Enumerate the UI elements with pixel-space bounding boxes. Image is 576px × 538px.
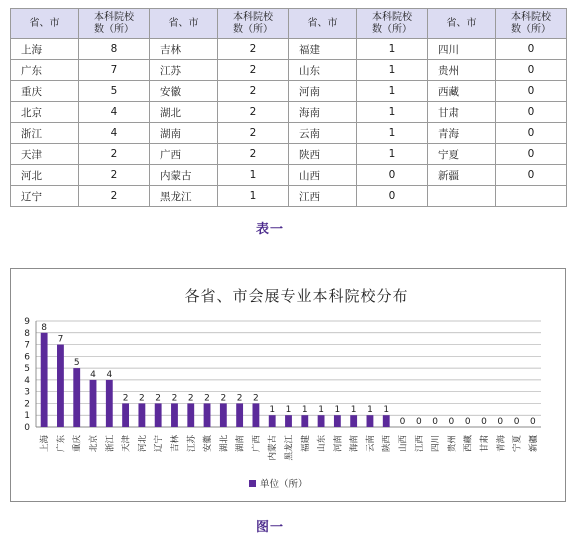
bar-chart: [10, 268, 566, 502]
data-label: 1: [383, 405, 390, 416]
cell-province: 甘肃: [428, 102, 496, 123]
header-province-0: 省、市: [11, 9, 79, 39]
cell-count: 7: [79, 60, 150, 81]
x-tick-label: 河北: [137, 435, 148, 453]
cell-count: 2: [79, 165, 150, 186]
data-label: 5: [73, 358, 80, 369]
cell-province: 陕西: [289, 144, 357, 165]
x-tick-label: 湖北: [219, 435, 230, 453]
bar-河北: [138, 403, 145, 427]
data-label: 0: [513, 417, 520, 427]
cell-count: 0: [496, 144, 567, 165]
cell-province: 重庆: [11, 81, 79, 102]
header-count-1: 本科院校 数（所）: [218, 9, 289, 39]
bar-内蒙古: [269, 415, 276, 427]
cell-count: 1: [218, 165, 289, 186]
bar-北京: [90, 380, 97, 427]
y-tick-label: 7: [24, 340, 30, 351]
cell-count: 1: [357, 39, 428, 60]
cell-province: 海南: [289, 102, 357, 123]
header-count-2: 本科院校 数（所）: [357, 9, 428, 39]
table-body: [11, 39, 567, 207]
x-tick-label: 四川: [431, 435, 442, 453]
bar-湖南: [236, 403, 243, 427]
x-tick-label: 山东: [317, 435, 328, 453]
chart-title: 各省、市会展专业本科院校分布: [184, 287, 409, 305]
x-tick-label: 上海: [40, 435, 51, 453]
cell-province: 福建: [289, 39, 357, 60]
data-label: 1: [367, 405, 373, 416]
cell-count: 0: [357, 165, 428, 186]
cell-count: 2: [218, 102, 289, 123]
cell-province: [428, 186, 496, 207]
data-label: 0: [481, 417, 487, 427]
x-tick-label: 广东: [56, 435, 67, 453]
cell-province: 湖北: [150, 102, 218, 123]
cell-province: 内蒙古: [150, 165, 218, 186]
x-tick-label: 重庆: [72, 435, 83, 453]
cell-province: 江苏: [150, 60, 218, 81]
x-tick-label: 安徽: [203, 435, 214, 453]
cell-province: 河南: [289, 81, 357, 102]
cell-count: 2: [218, 144, 289, 165]
data-label: 1: [350, 405, 357, 416]
x-tick-label: 云南: [365, 435, 376, 453]
x-tick-label: 新疆: [528, 435, 539, 453]
header-province-2: 省、市: [289, 9, 357, 39]
cell-province: 天津: [11, 144, 79, 165]
legend-swatch: [249, 480, 256, 487]
header-province-3: 省、市: [428, 9, 496, 39]
bar-黑龙江: [285, 415, 292, 427]
cell-province: 江西: [289, 186, 357, 207]
cell-count: 0: [496, 39, 567, 60]
x-tick-label: 天津: [121, 435, 132, 453]
header-province-1: 省、市: [150, 9, 218, 39]
y-tick-label: 0: [24, 423, 30, 433]
cell-count: 1: [357, 81, 428, 102]
cell-province: 新疆: [428, 165, 496, 186]
cell-count: 2: [218, 81, 289, 102]
cell-province: 上海: [11, 39, 79, 60]
data-label: 2: [155, 393, 162, 404]
data-label: 1: [269, 405, 276, 416]
x-tick-label: 福建: [300, 435, 311, 453]
bar-海南: [350, 415, 357, 427]
data-label: 2: [171, 393, 178, 404]
data-label: 2: [253, 393, 259, 404]
table-row: [11, 39, 567, 60]
x-tick-label: 陕西: [382, 435, 393, 453]
x-tick-label: 青海: [496, 435, 507, 453]
data-label: 0: [415, 417, 422, 427]
cell-count: 0: [496, 60, 567, 81]
cell-province: 贵州: [428, 60, 496, 81]
y-tick-label: 5: [24, 364, 30, 375]
y-tick-label: 9: [24, 317, 30, 327]
cell-province: 西藏: [428, 81, 496, 102]
bar-天津: [122, 403, 129, 427]
data-label: 0: [399, 417, 406, 427]
cell-province: 北京: [11, 102, 79, 123]
bar-辽宁: [155, 403, 162, 427]
distribution-table: [10, 8, 567, 207]
data-label: 0: [529, 417, 536, 427]
data-label: 2: [139, 393, 145, 404]
bar-广西: [252, 403, 259, 427]
cell-province: 四川: [428, 39, 496, 60]
cell-count: [496, 186, 567, 207]
bar-浙江: [106, 380, 113, 427]
cell-count: 2: [218, 123, 289, 144]
table-row: [11, 165, 567, 186]
cell-province: 山东: [289, 60, 357, 81]
x-tick-label: 内蒙古: [268, 435, 279, 461]
cell-count: 2: [79, 186, 150, 207]
bar-江苏: [187, 403, 194, 427]
x-tick-label: 山西: [398, 435, 409, 453]
cell-count: 1: [357, 144, 428, 165]
cell-province: 湖南: [150, 123, 218, 144]
cell-count: 1: [357, 60, 428, 81]
x-tick-label: 甘肃: [479, 435, 490, 453]
bar-河南: [334, 415, 341, 427]
cell-count: 4: [79, 123, 150, 144]
table-row: [11, 186, 567, 207]
x-tick-label: 浙江: [105, 435, 116, 453]
cell-province: 吉林: [150, 39, 218, 60]
cell-province: 辽宁: [11, 186, 79, 207]
bar-福建: [301, 415, 308, 427]
x-tick-label: 江西: [414, 435, 425, 453]
cell-province: 宁夏: [428, 144, 496, 165]
cell-province: 广西: [150, 144, 218, 165]
data-label: 2: [220, 393, 227, 404]
y-tick-label: 6: [24, 352, 30, 363]
legend-label: 单位（所）: [260, 479, 308, 490]
table-row: [11, 144, 567, 165]
bar-重庆: [73, 368, 80, 427]
bar-安徽: [204, 403, 211, 427]
data-label: 7: [57, 334, 64, 345]
cell-province: 黑龙江: [150, 186, 218, 207]
data-label: 4: [90, 369, 96, 380]
bar-上海: [41, 333, 48, 427]
cell-count: 0: [357, 186, 428, 207]
x-tick-label: 西藏: [463, 435, 474, 453]
cell-count: 1: [218, 186, 289, 207]
bar-吉林: [171, 403, 178, 427]
data-label: 1: [285, 405, 292, 416]
x-tick-label: 广西: [251, 435, 262, 453]
data-label: 1: [301, 405, 308, 416]
bar-陕西: [383, 415, 390, 427]
data-label: 2: [122, 393, 129, 404]
x-tick-label: 江苏: [186, 435, 197, 453]
x-tick-label: 海南: [349, 435, 360, 453]
bar-云南: [367, 415, 374, 427]
x-tick-label: 吉林: [170, 435, 181, 453]
chart-caption: 图一: [256, 520, 285, 535]
data-label: 4: [106, 369, 113, 380]
bar-山东: [318, 415, 325, 427]
cell-count: 1: [357, 123, 428, 144]
table-row: [11, 60, 567, 81]
cell-count: 0: [496, 81, 567, 102]
data-label: 1: [318, 405, 324, 416]
y-tick-label: 8: [24, 328, 30, 339]
data-label: 0: [464, 417, 471, 427]
x-tick-label: 贵州: [447, 435, 458, 453]
cell-count: 0: [496, 123, 567, 144]
cell-count: 2: [218, 60, 289, 81]
chart-canvas: [11, 269, 567, 503]
cell-province: 山西: [289, 165, 357, 186]
table-header: [11, 9, 567, 39]
data-label: 0: [448, 417, 455, 427]
cell-count: 1: [357, 102, 428, 123]
cell-province: 云南: [289, 123, 357, 144]
data-label: 2: [204, 393, 210, 404]
table-row: [11, 123, 567, 144]
cell-count: 0: [496, 102, 567, 123]
cell-province: 安徽: [150, 81, 218, 102]
table-caption: 表一: [256, 222, 285, 237]
x-tick-label: 辽宁: [154, 435, 165, 453]
data-label: 2: [236, 393, 243, 404]
x-tick-label: 宁夏: [512, 435, 523, 453]
bar-湖北: [220, 403, 227, 427]
x-tick-label: 河南: [333, 435, 344, 453]
cell-province: 广东: [11, 60, 79, 81]
data-label: 8: [41, 322, 48, 333]
cell-count: 4: [79, 102, 150, 123]
y-tick-label: 2: [24, 399, 30, 410]
cell-count: 8: [79, 39, 150, 60]
bar-广东: [57, 345, 64, 427]
header-count-0: 本科院校 数（所）: [79, 9, 150, 39]
data-label: 0: [432, 417, 438, 427]
cell-province: 浙江: [11, 123, 79, 144]
cell-count: 2: [218, 39, 289, 60]
y-tick-label: 3: [24, 387, 30, 398]
cell-count: 5: [79, 81, 150, 102]
cell-province: 青海: [428, 123, 496, 144]
cell-count: 0: [496, 165, 567, 186]
x-tick-label: 湖南: [235, 435, 246, 453]
cell-count: 2: [79, 144, 150, 165]
data-label: 2: [187, 393, 194, 404]
table-row: [11, 102, 567, 123]
data-label: 1: [334, 405, 341, 416]
y-tick-label: 1: [24, 411, 30, 422]
header-count-3: 本科院校 数（所）: [496, 9, 567, 39]
data-label: 0: [497, 417, 504, 427]
table-row: [11, 81, 567, 102]
cell-province: 河北: [11, 165, 79, 186]
x-tick-label: 黑龙江: [284, 435, 295, 461]
y-tick-label: 4: [24, 375, 30, 386]
x-tick-label: 北京: [89, 435, 100, 453]
